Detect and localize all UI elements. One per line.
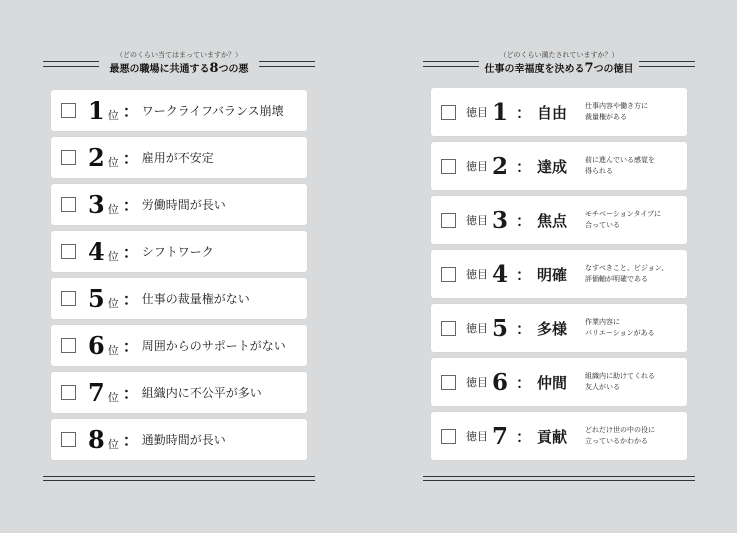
happiness-virtues-panel <box>423 48 695 450</box>
item-label: 雇用が不安定 <box>141 151 214 165</box>
virtues-list <box>431 88 687 466</box>
rank-number: 5 <box>88 283 105 313</box>
rank-unit: 位 <box>107 390 119 404</box>
virtue-number: 5 <box>492 314 509 342</box>
virtue-prefix: 徳目 <box>466 160 488 173</box>
virtue-number: 7 <box>492 422 509 450</box>
virtue-prefix: 徳目 <box>466 430 488 443</box>
bottom-rule <box>43 476 315 481</box>
checkbox[interactable] <box>61 197 76 212</box>
list-item: 徳目 7 ： 貢献 どれだけ世の中の役に 立っているかわかる <box>431 412 687 460</box>
checkbox[interactable] <box>61 338 76 353</box>
checkbox[interactable] <box>61 150 76 165</box>
rank-unit: 位 <box>107 437 119 451</box>
virtue-description: 組織内に助けてくれる 友人がいる <box>585 372 656 391</box>
list-item: 8 位 ： 通勤時間が長い <box>51 419 307 460</box>
right-panel-title: 仕事の幸福度を決める7つの徳目 <box>423 60 695 76</box>
rank-number: 8 <box>88 424 105 454</box>
rank-number: 1 <box>88 95 105 125</box>
bottom-rule <box>423 476 695 481</box>
checkbox[interactable] <box>61 291 76 306</box>
virtue-description: どれだけ世の中の役に 立っているかわかる <box>585 426 656 445</box>
rank-number: 2 <box>88 142 105 172</box>
list-item: 徳目 6 ： 仲間 組織内に助けてくれる 友人がいる <box>431 358 687 406</box>
list-item: 2 位 ： 雇用が不安定 <box>51 137 307 178</box>
rank-unit: 位 <box>107 108 119 122</box>
virtue-number: 3 <box>492 206 509 234</box>
rank-number: 6 <box>88 330 105 360</box>
list-item: 3 位 ： 労働時間が長い <box>51 184 307 225</box>
virtue-name: 多様 <box>537 319 568 338</box>
list-item: 4 位 ： シフトワーク <box>51 231 307 272</box>
checkbox[interactable] <box>441 159 456 174</box>
rank-number: 7 <box>88 377 105 407</box>
virtue-number: 4 <box>492 260 509 288</box>
list-item: 徳目 3 ： 焦点 モチベーションタイプに 合っている <box>431 196 687 244</box>
virtue-description: なすべきこと、ビジョン、 評価軸が明確である <box>585 264 669 283</box>
virtue-description: 作業内容に バリエーションがある <box>585 318 655 337</box>
virtue-number: 6 <box>492 368 509 396</box>
checkbox[interactable] <box>441 105 456 120</box>
list-item: 5 位 ： 仕事の裁量権がない <box>51 278 307 319</box>
virtue-description: 仕事内容や働き方に 裁量権がある <box>585 102 649 121</box>
virtue-prefix: 徳目 <box>466 268 488 281</box>
checkbox[interactable] <box>61 244 76 259</box>
rank-unit: 位 <box>107 202 119 216</box>
virtue-number: 1 <box>492 98 509 126</box>
virtue-prefix: 徳目 <box>466 214 488 227</box>
item-label: 組織内に不公平が多い <box>141 386 262 400</box>
worst-factors-list <box>51 90 307 466</box>
checkbox[interactable] <box>441 321 456 336</box>
checkbox[interactable] <box>61 432 76 447</box>
rank-number: 4 <box>88 236 105 266</box>
virtue-number: 2 <box>492 152 509 180</box>
virtue-name: 達成 <box>537 157 568 176</box>
rank-unit: 位 <box>107 296 119 310</box>
right-panel-header <box>423 48 695 78</box>
rank-unit: 位 <box>107 249 119 263</box>
virtue-name: 明確 <box>537 265 568 284</box>
virtue-name: 自由 <box>537 103 568 122</box>
item-label: 通勤時間が長い <box>141 433 226 447</box>
list-item: 徳目 1 ： 自由 仕事内容や働き方に 裁量権がある <box>431 88 687 136</box>
rank-number: 3 <box>88 189 105 219</box>
list-item: 1 位 ： ワークライフバランス崩壊 <box>51 90 307 131</box>
checkbox[interactable] <box>441 429 456 444</box>
checkbox[interactable] <box>61 103 76 118</box>
list-item: 6 位 ： 周囲からのサポートがない <box>51 325 307 366</box>
virtue-prefix: 徳目 <box>466 106 488 119</box>
list-item: 7 位 ： 組織内に不公平が多い <box>51 372 307 413</box>
item-label: シフトワーク <box>141 245 214 259</box>
item-label: ワークライフバランス崩壊 <box>141 104 284 118</box>
virtue-description: モチベーションタイプに 合っている <box>585 210 662 229</box>
left-panel-subtitle: （どのくらい当てはまっていますか？） <box>116 51 242 59</box>
virtue-description: 前に進んでいる感覚を 得られる <box>585 156 656 175</box>
virtue-prefix: 徳目 <box>466 322 488 335</box>
checkbox[interactable] <box>441 213 456 228</box>
virtue-name: 仲間 <box>537 373 568 392</box>
item-label: 仕事の裁量権がない <box>141 292 250 306</box>
list-item: 徳目 2 ： 達成 前に進んでいる感覚を 得られる <box>431 142 687 190</box>
list-item: 徳目 5 ： 多様 作業内容に バリエーションがある <box>431 304 687 352</box>
virtue-name: 焦点 <box>537 211 568 230</box>
item-label: 労働時間が長い <box>141 198 226 212</box>
rank-unit: 位 <box>107 155 119 169</box>
checkbox[interactable] <box>441 375 456 390</box>
virtue-name: 貢献 <box>537 427 568 446</box>
rank-unit: 位 <box>107 343 119 357</box>
left-panel-header <box>43 48 315 78</box>
worst-workplace-panel <box>43 48 315 454</box>
checkbox[interactable] <box>61 385 76 400</box>
list-item: 徳目 4 ： 明確 なすべきこと、ビジョン、 評価軸が明確である <box>431 250 687 298</box>
item-label: 周囲からのサポートがない <box>141 339 286 353</box>
left-panel-title: 最悪の職場に共通する8つの悪 <box>43 60 315 76</box>
virtue-prefix: 徳目 <box>466 376 488 389</box>
right-panel-subtitle: （どのくらい満たされていますか？） <box>499 51 619 59</box>
checkbox[interactable] <box>441 267 456 282</box>
